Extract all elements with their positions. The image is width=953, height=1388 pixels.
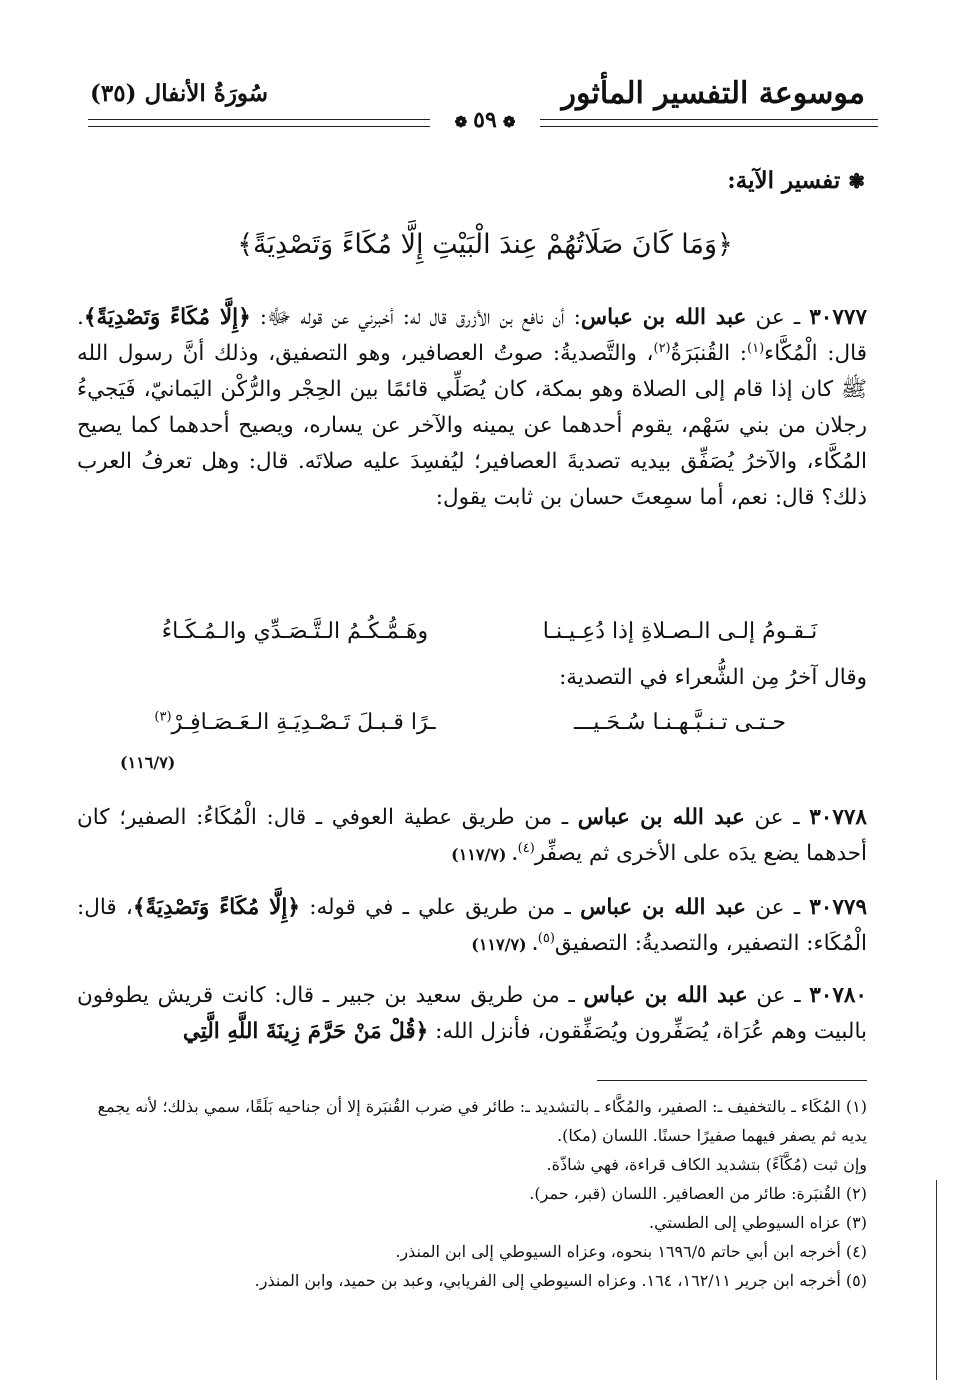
book-title: موسوعة التفسير المأثور xyxy=(561,76,865,111)
entry-lead: ـ عن xyxy=(754,805,800,830)
entry-text: ـ من طريق سعيد بن جبير ـ قال: كانت قريش يطوفون بالبيت وهم عُرَاة، يُصَفِّرون ويُصَفِّقون، فأنزل الله: xyxy=(77,983,867,1044)
entry-number: ٣٠٧٧٧ xyxy=(809,305,867,330)
entry-30780 xyxy=(77,978,867,1050)
volume-reference: . (١١٧/٧) xyxy=(451,845,518,864)
footnote-5: (٥) أخرجه ابن جرير ١٦٢/١١، ١٦٤. وعزاه السيوطي إلى الفريابي، وعبد بن حميد، وابن المنذر. xyxy=(254,1271,867,1290)
footnote-ref[interactable]: (١) xyxy=(747,340,765,356)
entry-30777 xyxy=(77,300,867,516)
page-number-box xyxy=(430,101,540,141)
hemistich-second: وهَـمُّـكُـمُ الـتَّـصَـدِّي والـمُـكَـاءُ xyxy=(161,619,429,644)
poem-intro: وقال آخرُ مِن الشُّعراء في التصدية: xyxy=(559,665,867,690)
verse: ﴿وَمَا كَانَ صَلَاتُهُمْ عِندَ الْبَيْتِ إِلَّا مُكَاءً وَتَصْدِيَةً﴾ xyxy=(237,229,733,260)
footnote-1-note: وإن ثبت (مُكَّآءً) بتشديد الكاف قراءة، فهي شاذّة. xyxy=(546,1155,867,1174)
flower-icon: ❃ xyxy=(848,169,865,193)
narrator-name: عبد الله بن عباس xyxy=(580,895,746,920)
entry-text: . قال: الْمُكَّاء xyxy=(77,305,867,366)
entry-lead: ـ عن xyxy=(755,895,800,920)
narrator-name: عبد الله بن عباس xyxy=(583,983,748,1008)
ornament-icon: ❁ xyxy=(502,113,516,131)
entry-30778 xyxy=(77,800,867,873)
footnote-ref[interactable]: (٢) xyxy=(653,340,671,356)
footnote-3: (٣) عزاه السيوطي إلى الطستي. xyxy=(648,1213,867,1232)
footnotes xyxy=(77,1092,867,1295)
poem-verse-2 xyxy=(110,704,865,744)
volume-reference: . (١١٧/٧) xyxy=(471,935,538,954)
entry-text: : القُنبَرَةُ xyxy=(670,341,748,366)
footnote-2: (٢) القُنبَرة: طائر من العصافير. اللسان (قبر، حمر). xyxy=(529,1184,867,1203)
entry-lead: ـ عن xyxy=(756,983,801,1008)
narrator-name: عبد الله بن عباس xyxy=(580,305,747,330)
entry-30779 xyxy=(77,890,867,963)
entry-number: ٣٠٧٨٠ xyxy=(809,983,867,1008)
volume-reference: (١١٦/٧) xyxy=(120,753,176,772)
entry-text: ، قال: الْمُكَاء: التصفير، والتصديةُ: التصفيق xyxy=(77,895,867,956)
entry-number: ٣٠٧٧٩ xyxy=(809,895,867,920)
hemistich-first: حـتـى تـنـبَّـهـنـا سُـحَـيـــ xyxy=(573,710,787,735)
entry-text: : أن نافع بن الأزرق قال له: أخبرني عن قوله ﷻ: xyxy=(259,305,581,330)
entry-lead: ـ عن xyxy=(755,305,801,330)
hemistich-second xyxy=(110,704,480,742)
footnote-separator xyxy=(597,1080,867,1081)
narrator-name: عبد الله بن عباس xyxy=(577,805,745,830)
entry-text: ـ من طريق علي ـ في قوله: xyxy=(309,895,571,920)
page-edge-line xyxy=(936,1180,937,1380)
section-heading-text: تفسير الآية: xyxy=(727,167,841,194)
section-heading xyxy=(465,162,865,200)
footnote-ref[interactable]: (٥) xyxy=(537,930,555,946)
ornament-icon: ❁ xyxy=(454,113,468,131)
entry-number: ٣٠٧٧٨ xyxy=(809,805,867,830)
footnote-1: (١) المُكَاء ـ بالتخفيف ـ: الصفير، والمُكَّاء ـ بالتشديد ـ: طائر في ضرب القُنبَرة إلا أن جناحيه بَلَقًا، سمي بذلك؛ لأنه يجمع يديه ثم يصفر فيهما صفيرًا حسنًا. اللسان (مكا). xyxy=(97,1097,867,1145)
hemistich-first: نَـقـومُ إلـى الـصـلاةِ إذا دُعِـيـنـا xyxy=(542,619,818,644)
footnote-ref[interactable]: (٤) xyxy=(517,840,535,856)
footnote-4: (٤) أخرجه ابن أبي حاتم ١٦٩٦/٥ بنحوه، وعزاه السيوطي إلى ابن المنذر. xyxy=(395,1242,867,1261)
surah-label: سُورَةُ الأنفال (٣٥) xyxy=(90,80,269,107)
entry-text: ـ من طريق عطية العوفي ـ قال: الْمُكَاءُ: الصفير؛ كان أحدهما يضع يدَه على الأخرى ثم يصفِّر xyxy=(77,805,867,866)
quran-quote: ﴿إِلَّا مُكَاءً وَتَصْدِيَةً﴾ xyxy=(83,305,251,330)
footnote-ref[interactable]: (٣) xyxy=(154,709,172,725)
quran-quote: ﴿قُلْ مَنْ حَرَّمَ زِينَةَ اللَّهِ الَّتِي xyxy=(182,1019,429,1044)
poem-verse-1 xyxy=(110,613,865,653)
quran-quote: ﴿إِلَّا مُكَاءً وَتَصْدِيَةً﴾ xyxy=(132,895,300,920)
entry-text: ، والتَّصديةُ: صوتُ العصافير، وهو التصفيق، وذلك أنَّ رسول الله ﷺ كان إذا قام إلى الصلاة وهو بمكة، كان يُصَلِّي قائمًا بين الحِجْر والرُّكْن اليَمانيّ، فَيَجيءُ رجلان من بني سَهْم، يقوم أحدهما عن يمينه والآخر عن يساره، ويصيح أحدهما كما يصيح المُكَّاء، والآخرُ يُصَفِّق بيديه تصديةَ العصافير؛ ليُفسِدَ عليه صلاتَه. قال: وهل تعرفُ العرب ذلك؟ قال: نعم، أما سمِعتَ حسان بن ثابت يقول: xyxy=(77,341,867,510)
hemistich-text: ـرًا قـبـلَ تَـصْـدِيَـةِ الـعَـصَـافِـرْ xyxy=(171,710,436,735)
page-number: ٥٩ xyxy=(473,107,497,133)
